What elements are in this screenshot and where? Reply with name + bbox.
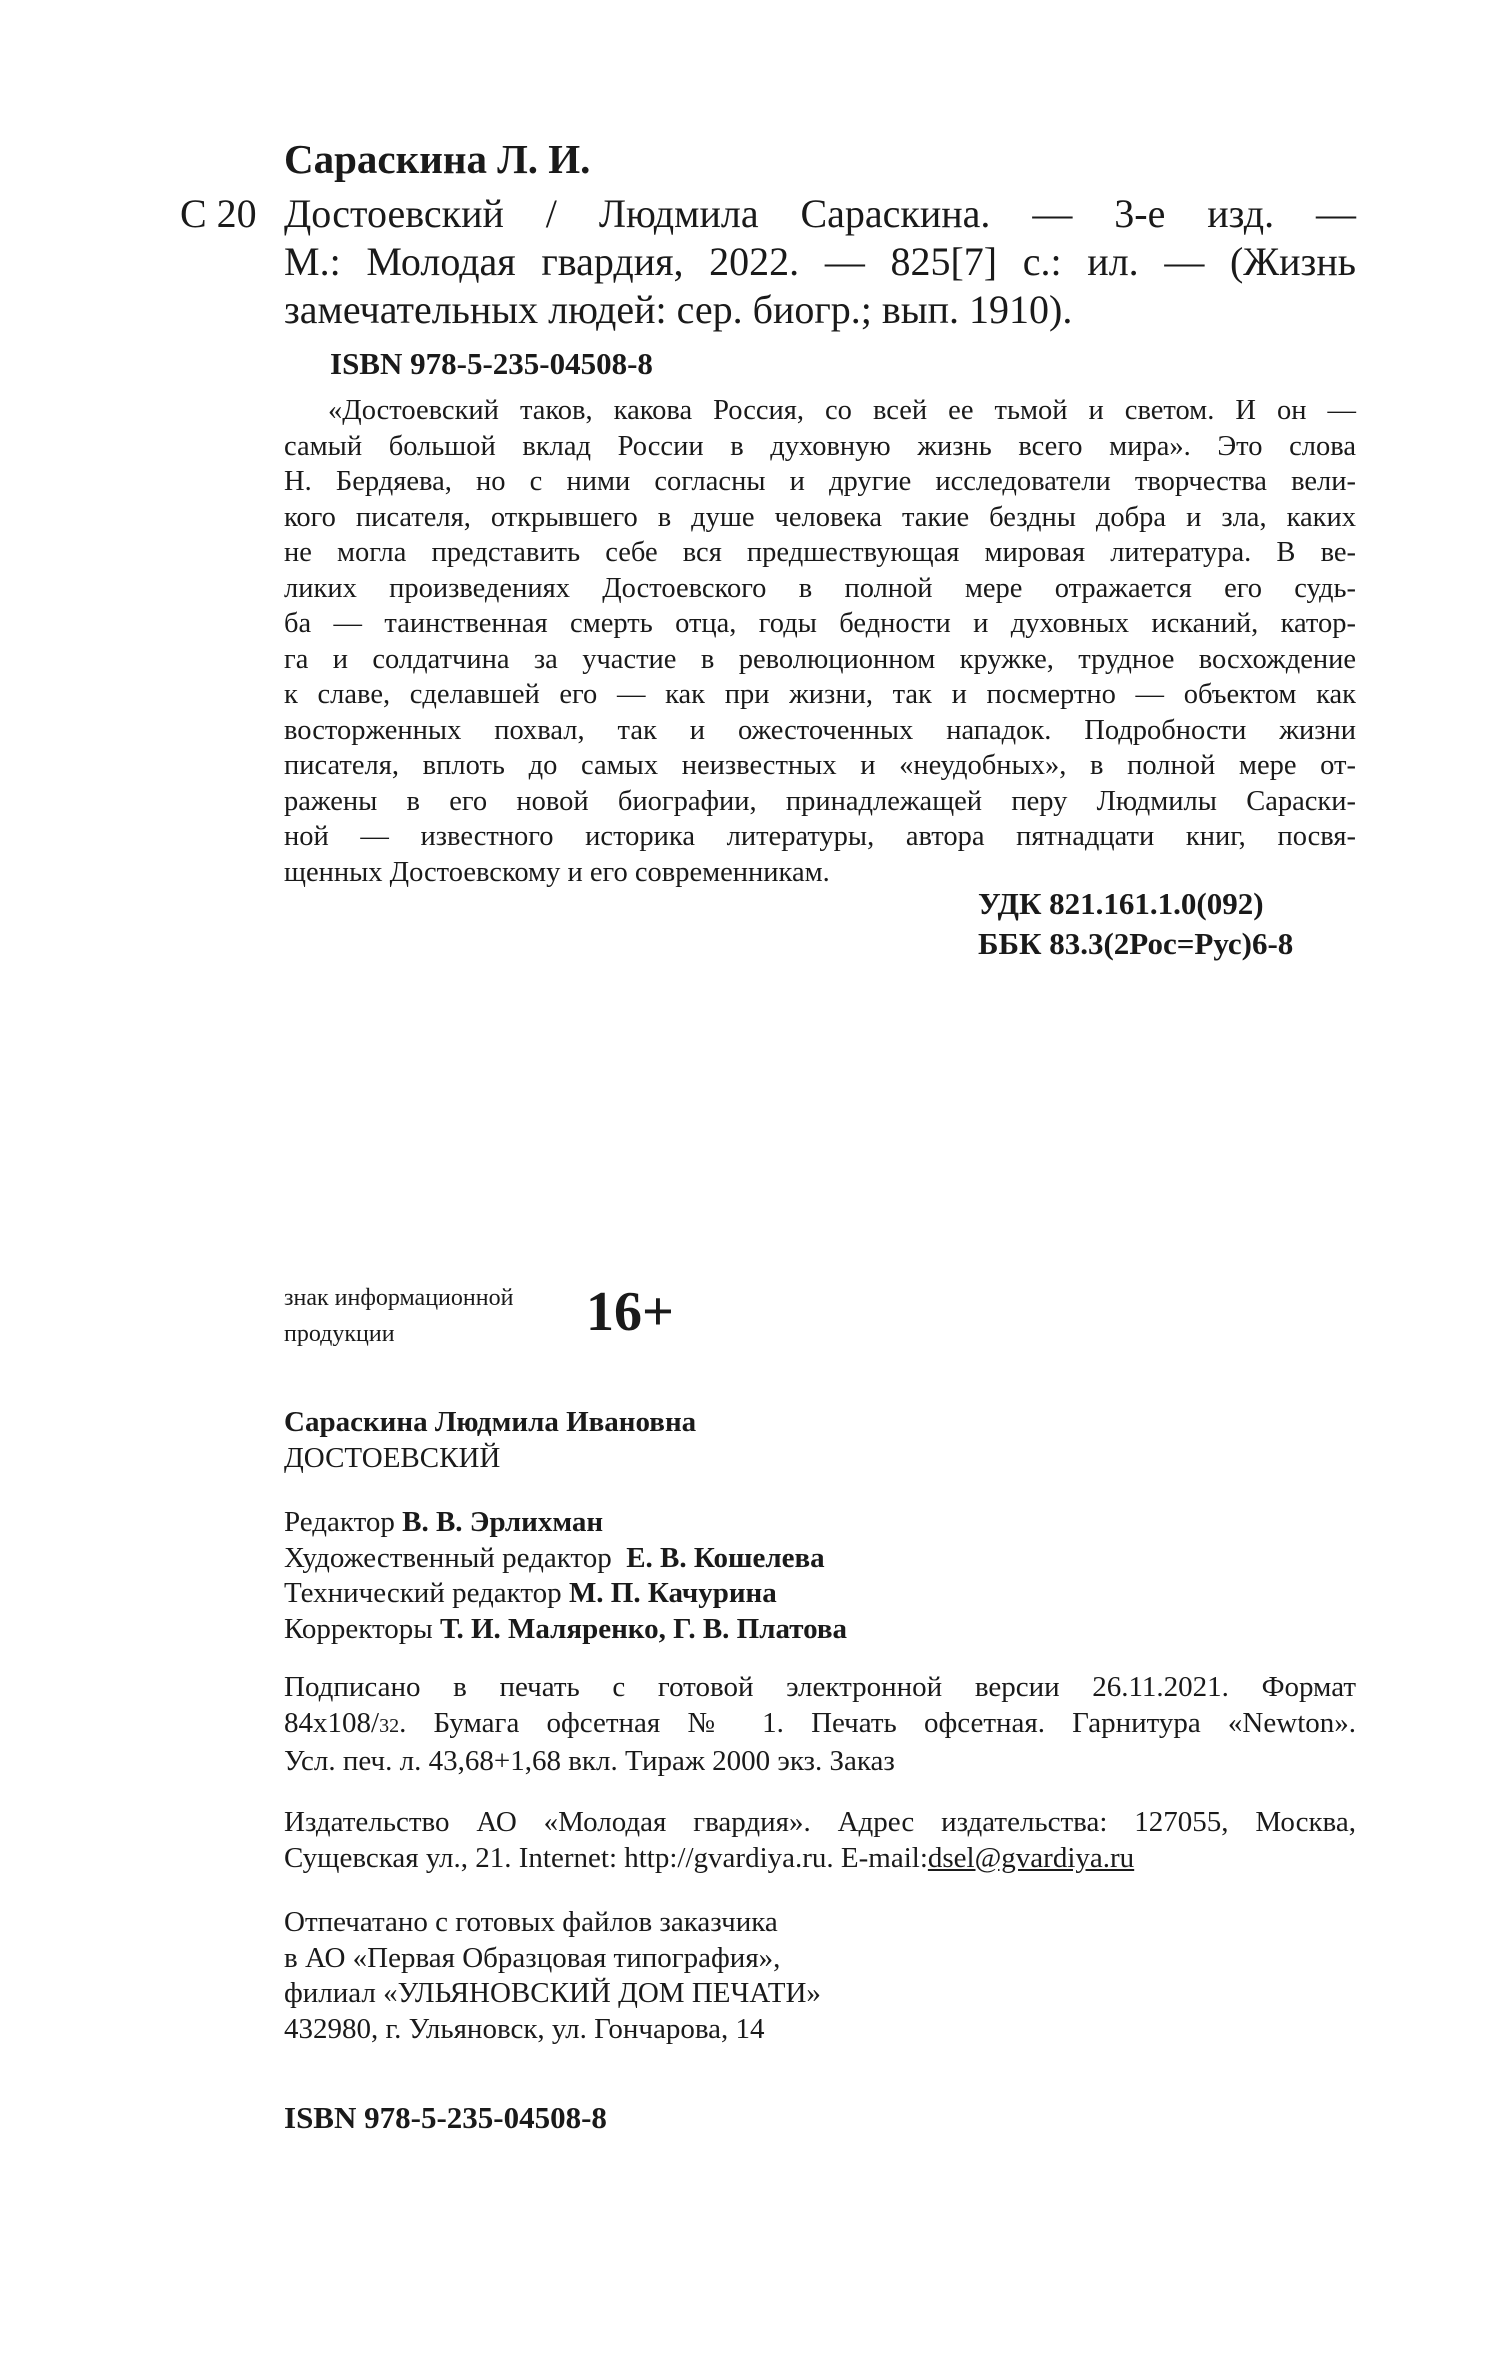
age-rating-label-line: знак информационной <box>284 1285 514 1311</box>
annotation-line: ражены в его новой биографии, принадлежащей перу Людмилы Сараски- <box>284 785 1356 817</box>
publisher-info <box>284 1805 1356 1876</box>
bbk-code: ББК 83.3(2Рос=Рус)6-8 <box>978 926 1294 961</box>
editorial-staff <box>284 1505 1356 1647</box>
printer-line: 432980, г. Ульяновск, ул. Гончарова, 14 <box>284 2012 765 2045</box>
staff-names: В. В. Эрлихман <box>402 1506 604 1538</box>
staff-line <box>284 1576 1356 1612</box>
printer-line: в АО «Первая Образцовая типография», <box>284 1941 781 1974</box>
printer-line: филиал «УЛЬЯНОВСКИЙ ДОМ ПЕЧАТИ» <box>284 1977 821 2009</box>
staff-role: Редактор <box>284 1506 403 1538</box>
bib-line: М.: Молодая гвардия, 2022. — 825[7] с.: ил. — (Жизнь <box>284 239 1356 284</box>
staff-line <box>284 1541 1356 1577</box>
staff-names: Е. В. Кошелева <box>626 1541 825 1574</box>
staff-role: Корректоры <box>284 1612 441 1645</box>
isbn-top: ISBN 978-5-235-04508-8 <box>330 346 653 381</box>
udk-code: УДК 821.161.1.0(092) <box>978 886 1264 921</box>
printer-line: Отпечатано с готовых файлов заказчика <box>284 1906 778 1938</box>
classification-codes <box>978 884 1293 964</box>
bib-line: Достоевский / Людмила Сараскина. — 3-е изд. — <box>284 191 1356 236</box>
classmark: С 20 <box>180 191 257 236</box>
annotation-line: самый большой вклад России в духовную жизнь всего мира». Это слова <box>284 430 1356 462</box>
annotation-line: ликих произведениях Достоевского в полной мере отражается его судь- <box>284 572 1356 604</box>
age-rating-mark: 16+ <box>586 1281 674 1343</box>
print-details <box>284 1670 1356 1780</box>
annotation-line: щенных Достоевскому и его современникам. <box>284 856 830 888</box>
bib-line: замечательных людей: сер. биогр.; вып. 1910). <box>284 287 1073 332</box>
annotation-line: га и солдатчина за участие в революционном кружке, трудное восхождение <box>284 643 1356 675</box>
annotation-line: ба — таинственная смерть отца, годы бедности и духовных исканий, катор- <box>284 608 1356 639</box>
staff-line <box>284 1612 1356 1648</box>
annotation-line: «Достоевский таков, какова Россия, со всей ее тьмой и светом. И он — <box>328 395 1356 426</box>
age-rating-label <box>284 1280 513 1352</box>
isbn-bottom: ISBN 978-5-235-04508-8 <box>284 2100 607 2135</box>
book-title: ДОСТОЕВСКИЙ <box>284 1441 501 1474</box>
format-denominator: 32 <box>379 1714 400 1737</box>
annotation-line: кого писателя, открывшего в душе человека такие бездны добра и зла, каких <box>284 501 1356 533</box>
age-rating-label-line: продукции <box>284 1321 395 1347</box>
annotation-line: ной — известного историка литературы, автора пятнадцати книг, посвя- <box>284 821 1356 852</box>
publisher-address: Сущевская ул., 21. Internet: http://gvardiya.ru. E-mail: <box>284 1841 928 1874</box>
colophon-title-block <box>284 1405 1356 1476</box>
annotation-line: к славе, сделавшей его — как при жизни, так и посмертно — объектом как <box>284 679 1356 710</box>
bibliographic-record <box>284 190 1356 334</box>
staff-names: М. П. Качурина <box>568 1577 777 1609</box>
format-value: 84х108/ <box>284 1706 380 1739</box>
annotation-line: восторженных похвал, так и ожесточенных нападок. Подробности жизни <box>284 714 1356 746</box>
annotation <box>284 393 1356 890</box>
printer-info <box>284 1905 1356 2047</box>
print-line-rest: . Бумага офсетная № 1. Печать офсетная. Гарнитура «Newton». <box>399 1706 1356 1739</box>
staff-role: Художественный редактор <box>284 1541 627 1574</box>
print-line: Подписано в печать с готовой электронной версии 26.11.2021. Формат <box>284 1671 1356 1703</box>
publisher-line: Издательство АО «Молодая гвардия». Адрес издательства: 127055, Москва, <box>284 1806 1356 1838</box>
staff-line <box>284 1505 1356 1541</box>
staff-role: Технический редактор <box>284 1577 569 1609</box>
annotation-line: не могла представить себе вся предшествующая мировая литература. В ве- <box>284 537 1356 568</box>
author-heading: Сараскина Л. И. <box>284 136 591 182</box>
publisher-line <box>284 1841 1356 1877</box>
print-line <box>284 1706 1356 1745</box>
staff-names: Т. И. Маляренко, Г. В. Платова <box>440 1612 848 1645</box>
print-line: Усл. печ. л. 43,68+1,68 вкл. Тираж 2000 экз. Заказ <box>284 1745 895 1777</box>
email-link[interactable]: dsel@gvardiya.ru <box>927 1841 1135 1874</box>
annotation-line: Н. Бердяева, но с ними согласны и другие исследователи творчества вели- <box>284 466 1356 497</box>
annotation-line: писателя, вплоть до самых неизвестных и «неудобных», в полной мере от- <box>284 750 1356 781</box>
author-full-name: Сараскина Людмила Ивановна <box>284 1406 697 1438</box>
